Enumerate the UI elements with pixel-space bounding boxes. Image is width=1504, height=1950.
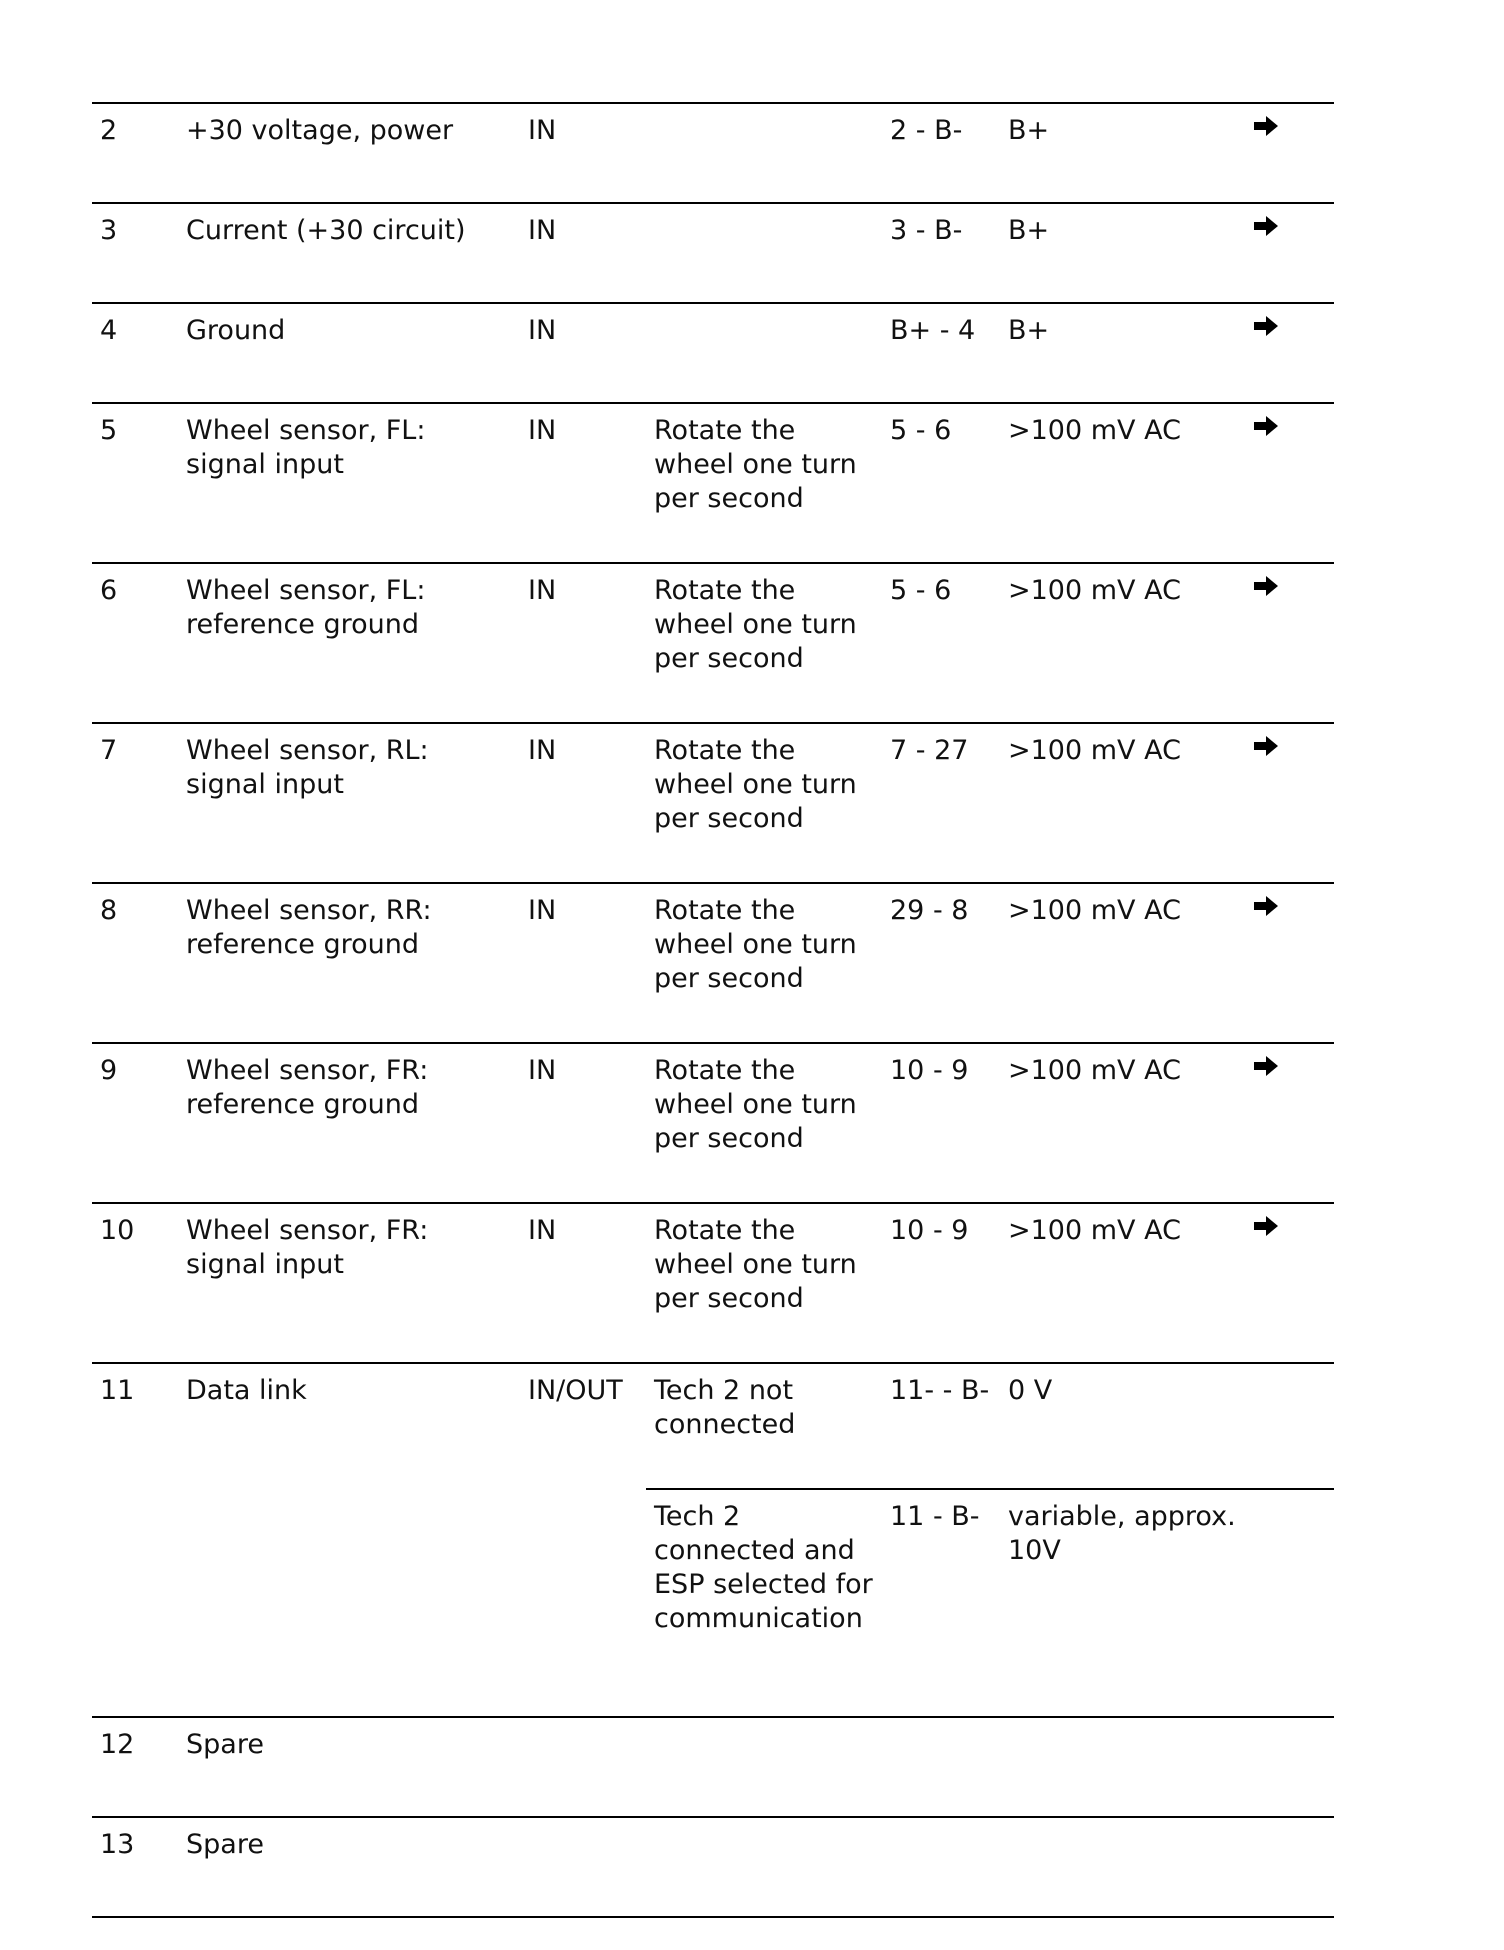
- table-row: [92, 103, 1334, 203]
- expected-value: >100 mV AC: [1000, 403, 1244, 563]
- pin-description: Wheel sensor, FR: signal input: [178, 1203, 520, 1363]
- right-arrow-icon[interactable]: [1252, 414, 1280, 438]
- expected-value: >100 mV AC: [1000, 1043, 1244, 1203]
- signal-direction: IN/OUT: [520, 1363, 646, 1717]
- signal-direction: IN: [520, 303, 646, 403]
- table-row: [92, 1363, 1334, 1489]
- pin-description: Ground: [178, 303, 520, 403]
- expected-value: B+: [1000, 203, 1244, 303]
- table-row: [92, 1717, 1334, 1817]
- right-arrow-icon[interactable]: [1252, 114, 1280, 138]
- pin-number: 7: [92, 723, 178, 883]
- measure-points: 7 - 27: [882, 723, 1000, 883]
- pin-number: 13: [92, 1817, 178, 1917]
- test-condition: Rotate the wheel one turn per second: [646, 403, 882, 563]
- right-arrow-icon[interactable]: [1252, 214, 1280, 238]
- test-condition: Rotate the wheel one turn per second: [646, 723, 882, 883]
- signal-direction: IN: [520, 1203, 646, 1363]
- pin-number: 6: [92, 563, 178, 723]
- pin-number: 10: [92, 1203, 178, 1363]
- signal-direction: IN: [520, 103, 646, 203]
- pin-description: Spare: [178, 1717, 520, 1817]
- test-condition: Rotate the wheel one turn per second: [646, 1043, 882, 1203]
- signal-direction: IN: [520, 1043, 646, 1203]
- expected-value: B+: [1000, 103, 1244, 203]
- signal-direction: IN: [520, 403, 646, 563]
- measure-points: 11 - B-: [882, 1489, 1000, 1717]
- table-row: [92, 723, 1334, 883]
- measure-points: 5 - 6: [882, 563, 1000, 723]
- expected-value: >100 mV AC: [1000, 883, 1244, 1043]
- pin-table-body: [92, 103, 1334, 1917]
- pin-description: Current (+30 circuit): [178, 203, 520, 303]
- table-row: [92, 1203, 1334, 1363]
- pin-description: Wheel sensor, FL: reference ground: [178, 563, 520, 723]
- pin-number: 5: [92, 403, 178, 563]
- right-arrow-icon[interactable]: [1252, 1214, 1280, 1238]
- expected-value: >100 mV AC: [1000, 1203, 1244, 1363]
- pin-number: 3: [92, 203, 178, 303]
- test-condition: [646, 203, 882, 303]
- pin-description: Wheel sensor, RR: reference ground: [178, 883, 520, 1043]
- pin-number: 11: [92, 1363, 178, 1717]
- expected-value: >100 mV AC: [1000, 723, 1244, 883]
- right-arrow-icon[interactable]: [1252, 574, 1280, 598]
- table-row: [92, 563, 1334, 723]
- test-condition: Rotate the wheel one turn per second: [646, 883, 882, 1043]
- right-arrow-icon[interactable]: [1252, 894, 1280, 918]
- pin-number: 12: [92, 1717, 178, 1817]
- measure-points: 10 - 9: [882, 1043, 1000, 1203]
- measure-points: 11- - B-: [882, 1363, 1000, 1489]
- pin-table: [92, 102, 1334, 1918]
- table-row: [92, 1043, 1334, 1203]
- test-condition: [646, 303, 882, 403]
- expected-value: >100 mV AC: [1000, 563, 1244, 723]
- signal-direction: IN: [520, 883, 646, 1043]
- expected-value: variable, approx. 10V: [1000, 1489, 1244, 1717]
- measure-points: 10 - 9: [882, 1203, 1000, 1363]
- test-condition: Tech 2 not connected: [646, 1363, 882, 1489]
- test-condition: Tech 2 connected and ESP selected for communication: [646, 1489, 882, 1717]
- right-arrow-icon[interactable]: [1252, 734, 1280, 758]
- pin-number: 9: [92, 1043, 178, 1203]
- signal-direction: IN: [520, 723, 646, 883]
- expected-value: 0 V: [1000, 1363, 1244, 1489]
- signal-direction: IN: [520, 203, 646, 303]
- signal-direction: IN: [520, 563, 646, 723]
- right-arrow-icon[interactable]: [1252, 1054, 1280, 1078]
- table-row: [92, 1817, 1334, 1917]
- measure-points: 3 - B-: [882, 203, 1000, 303]
- right-arrow-icon[interactable]: [1252, 314, 1280, 338]
- pin-description: Wheel sensor, FR: reference ground: [178, 1043, 520, 1203]
- pin-number: 4: [92, 303, 178, 403]
- pin-description: +30 voltage, power: [178, 103, 520, 203]
- table-row: [92, 403, 1334, 563]
- table-row: [92, 303, 1334, 403]
- test-condition: Rotate the wheel one turn per second: [646, 1203, 882, 1363]
- pin-number: 2: [92, 103, 178, 203]
- pin-description: Data link: [178, 1363, 520, 1717]
- test-condition: Rotate the wheel one turn per second: [646, 563, 882, 723]
- table-row: [92, 883, 1334, 1043]
- expected-value: B+: [1000, 303, 1244, 403]
- measure-points: 29 - 8: [882, 883, 1000, 1043]
- pin-description: Wheel sensor, RL: signal input: [178, 723, 520, 883]
- pin-description: Wheel sensor, FL: signal input: [178, 403, 520, 563]
- table-row: [92, 203, 1334, 303]
- measure-points: B+ - 4: [882, 303, 1000, 403]
- measure-points: 2 - B-: [882, 103, 1000, 203]
- pin-number: 8: [92, 883, 178, 1043]
- pin-description: Spare: [178, 1817, 520, 1917]
- test-condition: [646, 103, 882, 203]
- measure-points: 5 - 6: [882, 403, 1000, 563]
